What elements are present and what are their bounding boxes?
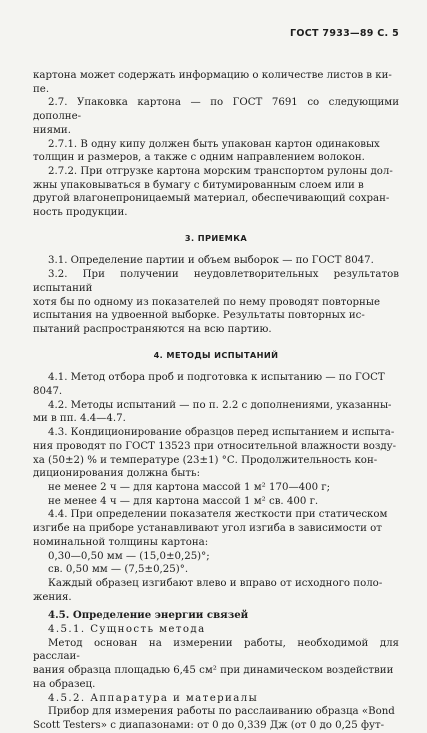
text-line: 3.2. При получении неудовлетворительных результатов испытаний <box>33 269 399 294</box>
text-line: не менее 4 ч — для картона массой 1 м² св. 400 г. <box>48 495 319 507</box>
subsection-heading: 4.5.1. Сущность метода <box>48 624 206 636</box>
subsection-heading: 4.5.2. Аппаратура и материалы <box>48 692 259 704</box>
text-line: ния проводят по ГОСТ 13523 при относительной влажности возду- <box>33 440 397 452</box>
text-line: не менее 2 ч — для картона массой 1 м² 170—400 г; <box>48 481 331 493</box>
text-line: ми в пп. 4.4—4.7. <box>33 413 126 425</box>
text-line: ниями. <box>33 124 71 136</box>
text-line: Scott Testers» с диапазонами: от 0 до 0,339 Дж (от 0 до 0,25 фут- <box>33 719 385 731</box>
text-line: хотя бы по одному из показателей по нему проводят повторные <box>33 296 380 308</box>
page-header: ГОСТ 7933—89 С. 5 <box>290 28 399 39</box>
text-line: ха (50±2) % и температуре (23±1) °С. Продолжительность кон- <box>33 454 378 466</box>
text-line: пытаний распространяются на всю партию. <box>33 323 272 335</box>
text-line: 8047. <box>33 386 63 398</box>
text-line: вания образца площадью 6,45 см² при динамическом воздействии <box>33 665 394 677</box>
text-line: 0,30—0,50 мм — (15,0±0,25)°; <box>48 550 210 562</box>
text-line: изгибе на приборе устанавливают угол изгиба в зависимости от <box>33 523 382 535</box>
section-heading-test-methods: 4. МЕТОДЫ ИСПЫТАНИЙ <box>153 349 279 360</box>
text-line: толщин и размеров, а также с одним направлением волокон. <box>33 152 365 164</box>
text-line: Каждый образец изгибают влево и вправо от исходного поло- <box>48 577 383 589</box>
text-line: 4.1. Метод отбора проб и подготовка к испытанию — по ГОСТ <box>48 372 385 384</box>
text-line: 3.1. Определение партии и объем выборок — по ГОСТ 8047. <box>48 255 374 267</box>
text-line: 4.3. Кондиционирование образцов перед испытанием и испыта- <box>48 427 395 439</box>
subsection-heading: 4.5. Определение энергии связей <box>48 609 249 622</box>
text-line: номинальной толщины картона: <box>33 536 209 548</box>
document-body <box>33 69 399 733</box>
text-line: св. 0,50 мм — (7,5±0,25)°. <box>48 564 189 576</box>
text-line: 2.7. Упаковка картона — по ГОСТ 7691 со следующими дополне- <box>33 97 399 123</box>
text-line: испытания на удвоенной выборке. Результаты повторных ис- <box>33 310 365 322</box>
text-line: на образец. <box>33 678 96 690</box>
section-heading-acceptance: 3. ПРИЕМКА <box>184 232 248 243</box>
text-line: Метод основан на измерении работы, необходимой для расслаи- <box>33 637 399 663</box>
text-line: 2.7.1. В одну кипу должен быть упакован картон одинаковых <box>48 138 380 150</box>
text-line: жения. <box>33 591 72 603</box>
text-line: диционирования должна быть: <box>33 468 201 480</box>
text-line: Прибор для измерения работы по расслаиванию образца «Bond <box>48 706 395 718</box>
text-line: 2.7.2. При отгрузке картона морским транспортом рулоны дол- <box>48 165 393 177</box>
text-line: ность продукции. <box>33 207 128 219</box>
text-line: жны упаковываться в бумагу с битумированным слоем или в <box>33 179 364 191</box>
text-line: пе. <box>33 83 50 95</box>
text-line: картона может содержать информацию о количестве листов в ки- <box>33 70 392 81</box>
text-line: другой влагонепроницаемый материал, обеспечивающий сохран- <box>33 193 390 205</box>
text-line: 4.4. При определении показателя жесткости при статическом <box>48 509 388 521</box>
text-line: 4.2. Методы испытаний — по п. 2.2 с дополнениями, указанны- <box>48 399 392 411</box>
